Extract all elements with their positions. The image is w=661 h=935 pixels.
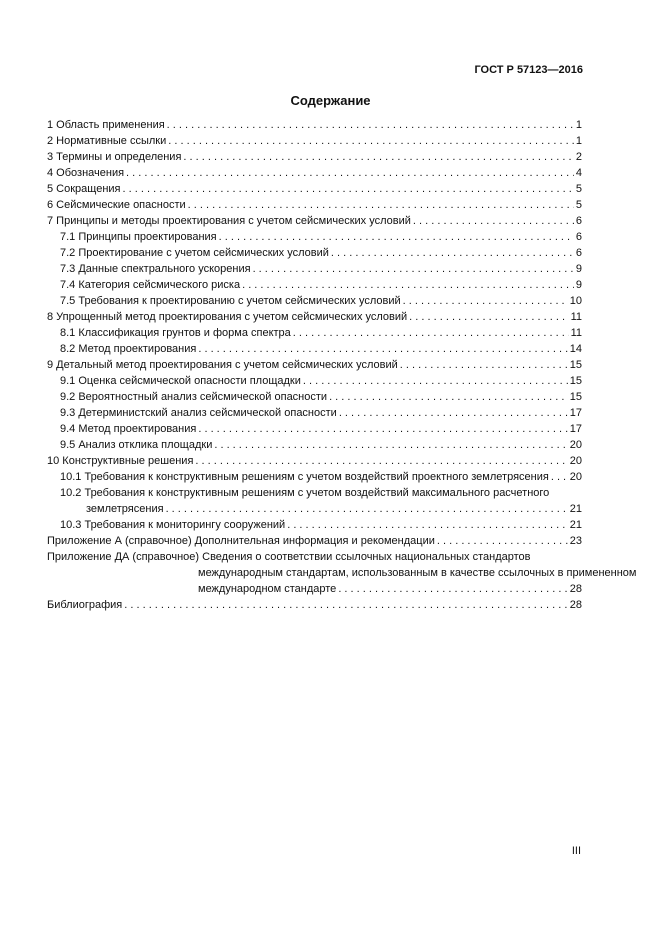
toc-entry-5[interactable]: 5 Сокращения . . . 5 bbox=[47, 181, 582, 197]
toc-entry-9-3[interactable]: 9.3 Детерминистский анализ сейсмической опасности . . . 17 bbox=[47, 405, 582, 421]
toc-entry-9-4[interactable]: 9.4 Метод проектирования . . . 17 bbox=[47, 421, 582, 437]
toc-entry-7[interactable]: 7 Принципы и методы проектирования с учетом сейсмических условий . . . 6 bbox=[47, 213, 582, 229]
toc-entry-7-3[interactable]: 7.3 Данные спектрального ускорения . . . 9 bbox=[47, 261, 582, 277]
toc-entry-appendix-a[interactable]: Приложение А (справочное) Дополнительная информация и рекомендации . . . 23 bbox=[47, 533, 582, 549]
toc-entry-10-3[interactable]: 10.3 Требования к мониторингу сооружений . . . 21 bbox=[47, 517, 582, 533]
toc-entry-4[interactable]: 4 Обозначения . . . 4 bbox=[47, 165, 582, 181]
toc-entry-1[interactable]: 1 Область применения . . . 1 bbox=[47, 117, 582, 133]
toc-entry-appendix-da[interactable]: Приложение ДА (справочное) Сведения о соответствии ссылочных национальных стандартов международным стандартам, использованным в качестве ссылочных в примененном международном стандарте . . . 28 bbox=[47, 549, 582, 597]
toc-entry-bibliography[interactable]: Библиография . . . 28 bbox=[47, 597, 582, 613]
page-title: Содержание bbox=[290, 93, 371, 108]
toc-entry-6[interactable]: 6 Сейсмические опасности . . . 5 bbox=[47, 197, 582, 213]
table-of-contents bbox=[47, 117, 637, 613]
toc-entry-10-2[interactable]: 10.2 Требования к конструктивным решениям с учетом воздействий максимального расчетного землетрясения . . . 21 bbox=[47, 485, 582, 517]
toc-entry-9-1[interactable]: 9.1 Оценка сейсмической опасности площадки . . . 15 bbox=[47, 373, 582, 389]
toc-entry-9[interactable]: 9 Детальный метод проектирования с учетом сейсмических условий . . . 15 bbox=[47, 357, 582, 373]
toc-entry-10-1[interactable]: 10.1 Требования к конструктивным решениям с учетом воздействий проектного землетрясения . . . 20 bbox=[47, 469, 582, 485]
toc-entry-9-5[interactable]: 9.5 Анализ отклика площадки . . . 20 bbox=[47, 437, 582, 453]
toc-entry-9-2[interactable]: 9.2 Вероятностный анализ сейсмической опасности . . . 15 bbox=[47, 389, 582, 405]
toc-entry-8-1[interactable]: 8.1 Классификация грунтов и форма спектра . . . 11 bbox=[47, 325, 582, 341]
page-number: III bbox=[571, 845, 581, 857]
toc-entry-7-2[interactable]: 7.2 Проектирование с учетом сейсмических условий . . . 6 bbox=[47, 245, 582, 261]
toc-entry-3[interactable]: 3 Термины и определения . . . 2 bbox=[47, 149, 582, 165]
toc-entry-2[interactable]: 2 Нормативные ссылки . . . 1 bbox=[47, 133, 582, 149]
toc-entry-7-4[interactable]: 7.4 Категория сейсмического риска . . . 9 bbox=[47, 277, 582, 293]
toc-entry-8-2[interactable]: 8.2 Метод проектирования . . . 14 bbox=[47, 341, 582, 357]
toc-entry-7-5[interactable]: 7.5 Требования к проектированию с учетом сейсмических условий . . . 10 bbox=[47, 293, 582, 309]
toc-entry-10[interactable]: 10 Конструктивные решения . . . 20 bbox=[47, 453, 582, 469]
toc-entry-7-1[interactable]: 7.1 Принципы проектирования . . . 6 bbox=[47, 229, 582, 245]
toc-entry-8[interactable]: 8 Упрощенный метод проектирования с учетом сейсмических условий . . . 11 bbox=[47, 309, 582, 325]
document-code: ГОСТ Р 57123—2016 bbox=[474, 64, 583, 76]
